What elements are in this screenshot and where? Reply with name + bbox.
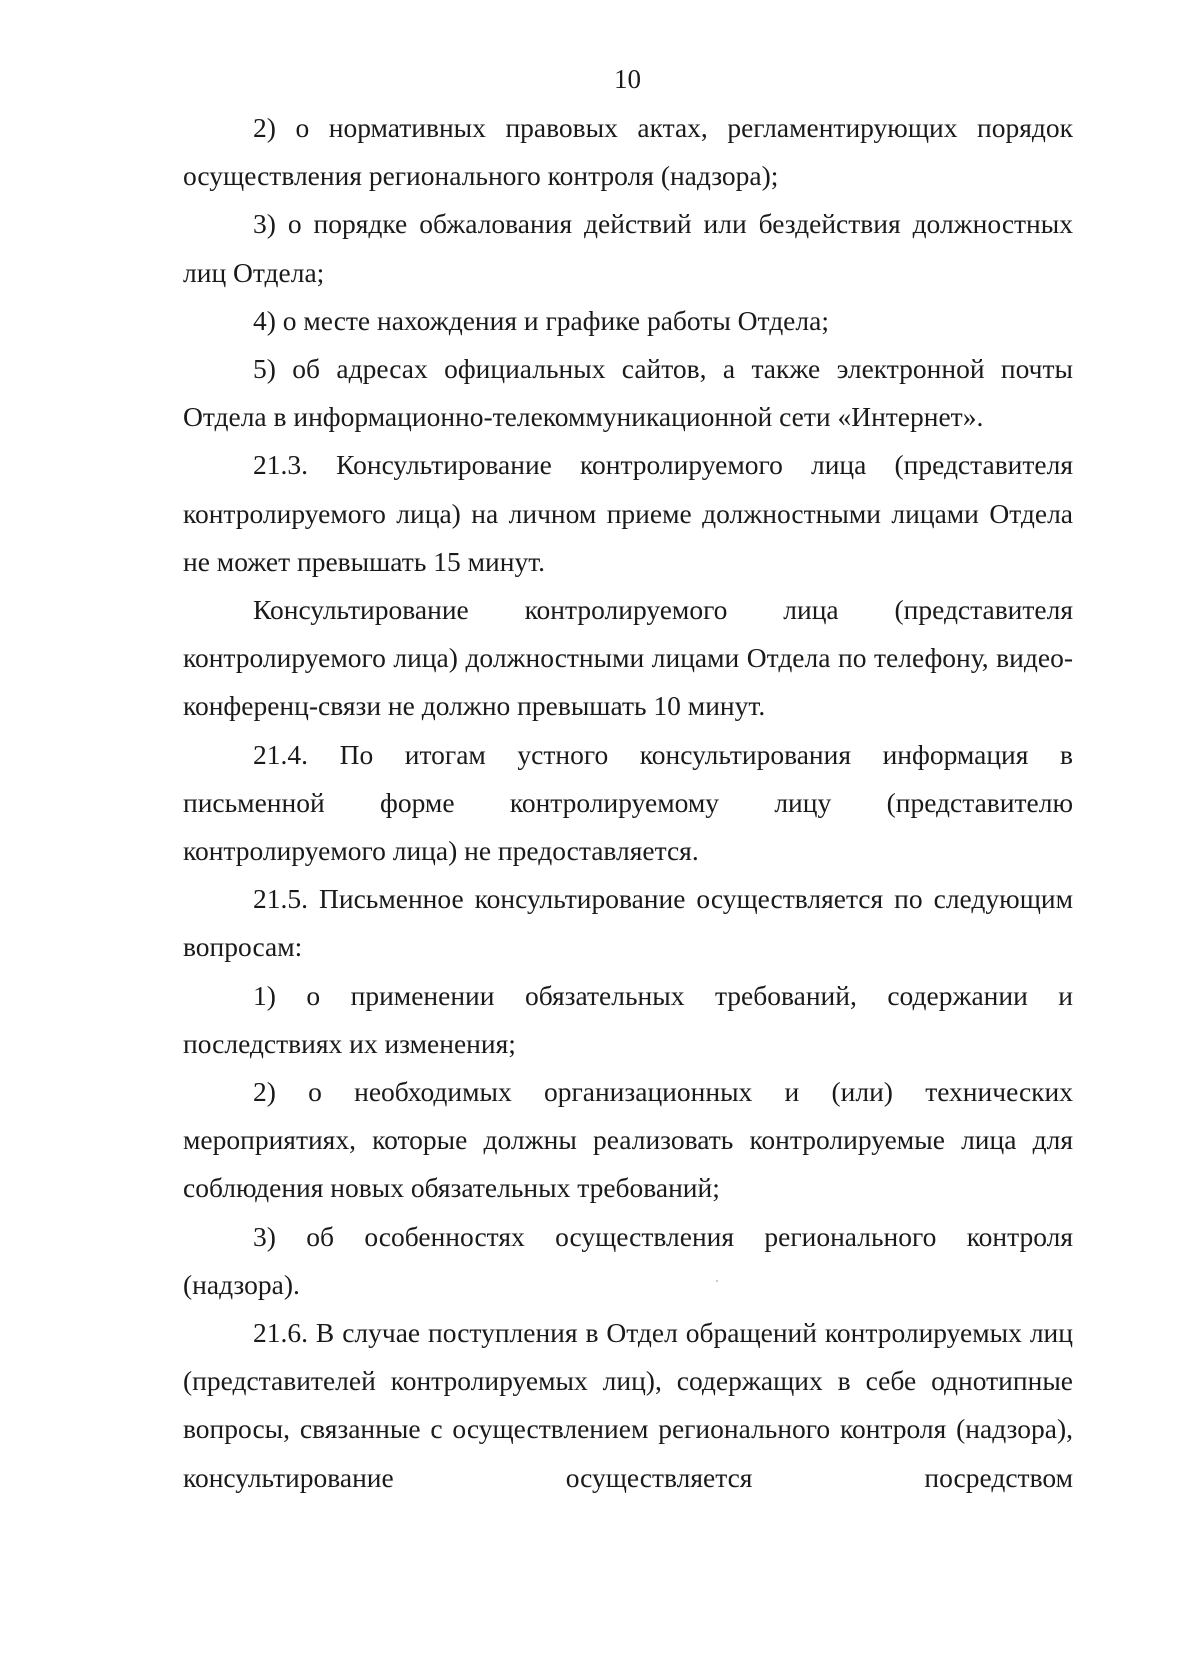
paragraph-21-5: 21.5. Письменное консультирование осуществляется по следующим вопросам: [183, 883, 1073, 963]
paragraph-21-6: 21.6. В случае поступления в Отдел обращений контролируемых лиц (представителей контролируемых лиц), содержащих в себе однотипные вопросы, связанные с осуществлением регионального контроля (надзора), консультирование осуществляется посредством [183, 1317, 1073, 1493]
paragraph-21-3: 21.3. Консультирование контролируемого лица (представителя контролируемого лица) на личном приеме должностными лицами Отдела не может превышать 15 минут. [183, 449, 1073, 577]
page-number: 10 [614, 64, 641, 94]
paragraph-written-item-2: 2) о необходимых организационных и (или) технических мероприятиях, которые должны реализовать контролируемые лица для соблюдения новых обязательных требований; [183, 1076, 1073, 1204]
paragraph-21-4: 21.4. По итогам устного консультирования информация в письменной форме контролируемому лицу (представителю контролируемого лица) не предоставляется. [183, 738, 1073, 867]
document-body [183, 104, 1073, 1502]
scan-speck [716, 1280, 718, 1282]
paragraph-item-5: 5) об адресах официальных сайтов, а также электронной почты Отдела в информационно-телекоммуникационной сети «Интернет». [183, 353, 1073, 433]
paragraph-item-4: 4) о месте нахождения и графике работы Отдела; [253, 304, 829, 336]
paragraph-written-item-1: 1) о применении обязательных требований, содержании и последствиях их изменения; [183, 979, 1073, 1059]
paragraph-phone-consulting: Консультирование контролируемого лица (представителя контролируемого лица) должностными лицами Отдела по телефону, видео-конференц-связи не должно превышать 10 минут. [183, 594, 1073, 722]
paragraph-item-2: 2) о нормативных правовых актах, регламентирующих порядок осуществления регионального контроля (надзора); [183, 112, 1073, 192]
paragraph-item-3: 3) о порядке обжалования действий или бездействия должностных лиц Отдела; [183, 208, 1073, 288]
paragraph-written-item-3: 3) об особенностях осуществления регионального контроля (надзора). [183, 1220, 1073, 1300]
